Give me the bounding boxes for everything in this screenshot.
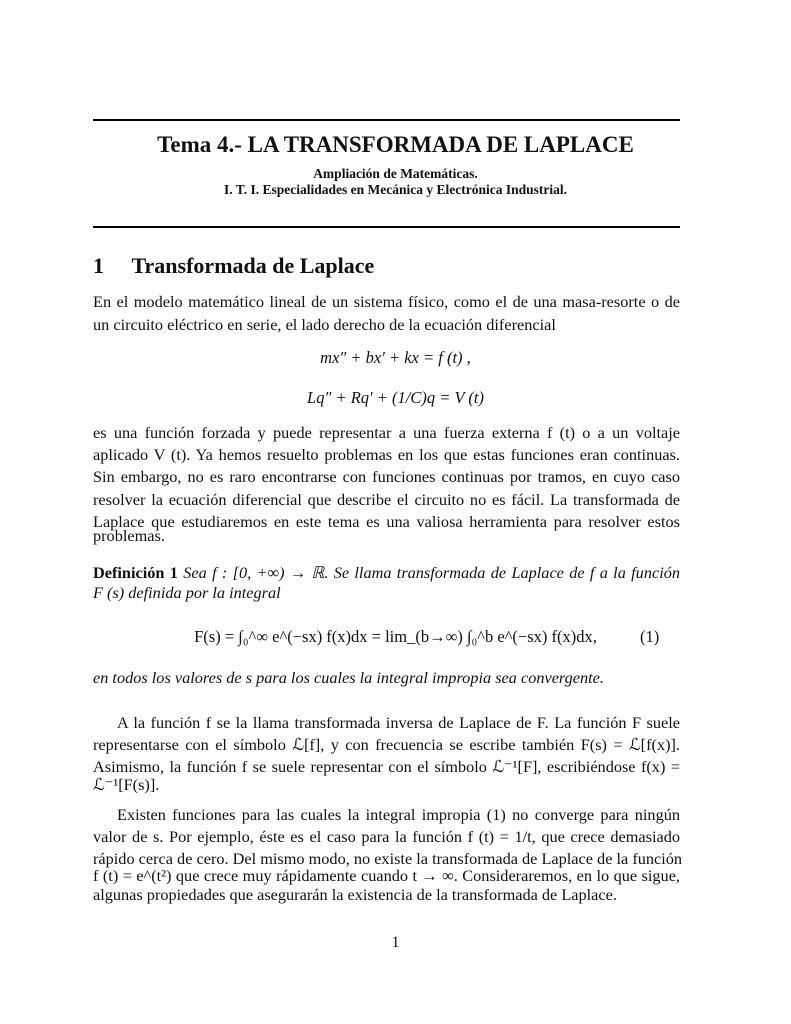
paragraph-line: Laplace que estudiaremos en este tema es una valiosa herramienta para resolver estos: [93, 512, 680, 531]
document-title: Tema 4.- LA TRANSFORMADA DE LAPLACE: [157, 132, 634, 157]
paragraph-line: valor de s. Por ejemplo, éste es el caso para la función f (t) = 1/t, que crece demasiado: [93, 827, 680, 846]
paragraph-line: ℒ⁻¹[F(s)].: [93, 775, 160, 794]
page-number: 1: [391, 934, 400, 951]
paragraph-line: aplicado V (t). Ya hemos resuelto problemas en los que estas funciones eran continuas.: [93, 445, 680, 464]
paragraph-line: representarse con el símbolo ℒ[f], y con frecuencia se escribe también F(s) = ℒ[f(x)].: [93, 735, 680, 754]
paragraph-line: es una función forzada y puede representar a una fuerza externa f (t) o a un voltaje: [93, 423, 680, 442]
equation-circuit: Lq″ + Rq′ + (1/C)q = V (t): [307, 388, 484, 407]
paragraph-line: Asimismo, la función f se suele representar con el símbolo ℒ⁻¹[F], escribiéndose f(x) =: [93, 757, 680, 776]
definition-line: F (s) definida por la integral: [93, 583, 281, 602]
paragraph-line: rápido cerca de cero. Del mismo modo, no existe la transformada de Laplace de la función: [93, 849, 683, 868]
paragraph-line: Sin embargo, no es raro encontrarse con funciones continuas por tramos, en cuyo caso: [93, 467, 680, 486]
subtitle-course: Ampliación de Matemáticas.: [313, 166, 478, 181]
section-number: 1: [93, 253, 104, 278]
definition-text: Sea f : [0, +∞) → ℝ. Se llama transformada de Laplace de f a la función: [183, 563, 680, 582]
section-title: Transformada de Laplace: [131, 253, 375, 278]
paragraph-line: algunas propiedades que asegurarán la existencia de la transformada de Laplace.: [93, 885, 617, 904]
equation-mass-spring: mx″ + bx′ + kx = f (t) ,: [320, 348, 471, 367]
paragraph-line: un circuito eléctrico en serie, el lado derecho de la ecuación diferencial: [93, 315, 556, 334]
section-heading: [93, 253, 374, 279]
equation-number: (1): [640, 627, 660, 646]
definition-line: en todos los valores de s para los cuales la integral impropia sea convergente.: [93, 668, 604, 687]
paragraph-line: En el modelo matemático lineal de un sistema físico, como el de una masa-resorte o de: [93, 292, 680, 311]
paragraph-line: f (t) = e^(t²) que crece muy rápidamente cuando t → ∞. Consideraremos, en lo que sigue,: [93, 866, 680, 885]
subtitle-program: I. T. I. Especialidades en Mecánica y Electrónica Industrial.: [223, 182, 567, 197]
laplace-integral-equation: F(s) = ∫₀^∞ e^(−sx) f(x)dx = lim_(b→∞) ∫₀^b e^(−sx) f(x)dx,: [194, 627, 597, 646]
bottom-rule: [93, 226, 680, 228]
paragraph-line: problemas.: [93, 526, 165, 545]
paragraph-line: A la función f se la llama transformada inversa de Laplace de F. La función F suele: [117, 713, 680, 732]
definition-line: [93, 563, 680, 583]
paragraph-line: resolver la ecuación diferencial que describe el circuito no es fácil. La transformada de: [93, 490, 680, 509]
top-rule: [93, 119, 680, 121]
definition-label: Definición 1: [93, 563, 178, 582]
paragraph-line: Existen funciones para las cuales la integral impropia (1) no converge para ningún: [117, 805, 680, 824]
